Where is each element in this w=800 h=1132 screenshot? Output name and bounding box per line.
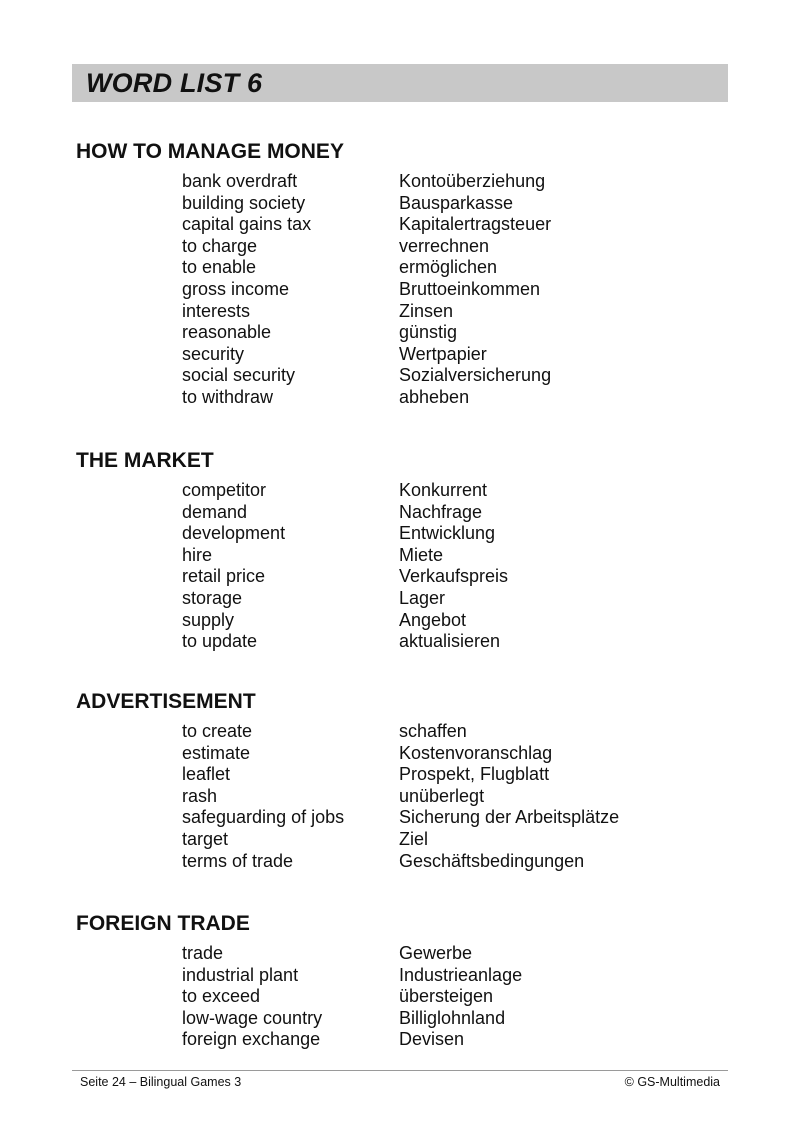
english-term: gross income [182,278,290,299]
list-item [0,301,800,323]
list-item [0,631,800,653]
german-translation: Sozialversicherung [399,365,552,386]
german-translation: abheben [399,386,470,407]
list-item [0,743,800,765]
list-item [0,257,800,279]
german-translation: ermöglichen [399,257,498,278]
list-item [0,829,800,851]
list-item [0,545,800,567]
english-term: to charge [182,235,258,256]
german-translation: günstig [399,322,458,343]
list-item [0,610,800,632]
german-translation: Lager [399,587,446,608]
german-translation: Billiglohnland [399,1007,506,1028]
german-translation: Prospekt, Flugblatt [399,764,550,785]
word-list [0,480,800,653]
german-translation: übersteigen [399,986,494,1007]
german-translation: Kontoüberziehung [399,171,546,191]
german-translation: Sicherung der Arbeitsplätze [399,807,620,828]
german-translation: unüberlegt [399,785,485,806]
title-bar [72,64,728,102]
english-term: reasonable [182,322,272,343]
english-term: to withdraw [182,386,274,407]
english-term: demand [182,501,248,522]
english-term: retail price [182,566,266,587]
list-item [0,344,800,366]
list-item [0,986,800,1008]
german-translation: Industrieanlage [399,964,523,985]
english-term: to enable [182,257,257,278]
german-translation: Verkaufspreis [399,566,509,587]
german-translation: Devisen [399,1029,465,1050]
section-heading: ADVERTISEMENT [76,690,256,713]
english-term: trade [182,943,224,963]
list-item [0,943,800,965]
english-term: leaflet [182,764,231,785]
english-term: competitor [182,480,267,500]
english-term: bank overdraft [182,171,298,191]
english-term: hire [182,544,213,565]
english-term: building society [182,192,306,213]
list-item [0,322,800,344]
english-term: security [182,343,245,364]
list-item [0,236,800,258]
german-translation: Wertpapier [399,343,487,364]
english-term: interests [182,300,251,321]
section-heading: FOREIGN TRADE [76,912,250,935]
german-translation: Ziel [399,828,429,849]
english-term: low-wage country [182,1007,323,1028]
list-item [0,1029,800,1051]
footer-divider [72,1070,728,1071]
list-item [0,502,800,524]
word-list [0,943,800,1051]
english-term: terms of trade [182,850,294,871]
list-item [0,965,800,987]
english-term: target [182,828,229,849]
german-translation: verrechnen [399,235,490,256]
german-translation: Nachfrage [399,501,483,522]
list-item [0,171,800,193]
list-item [0,1008,800,1030]
english-term: industrial plant [182,964,299,985]
list-item [0,279,800,301]
word-list [0,721,800,872]
list-item [0,387,800,409]
page-title: WORD LIST 6 [86,68,263,98]
section-heading: HOW TO MANAGE MONEY [76,140,344,163]
list-item [0,214,800,236]
german-translation: aktualisieren [399,631,501,652]
german-translation: Gewerbe [399,943,473,963]
english-term: estimate [182,742,251,763]
english-term: safeguarding of jobs [182,807,345,828]
german-translation: Bausparkasse [399,192,514,213]
footer-page-info: Seite 24 – Bilingual Games 3 [80,1075,242,1089]
list-item [0,851,800,873]
list-item [0,480,800,502]
english-term: foreign exchange [182,1029,321,1050]
list-item [0,566,800,588]
german-translation: Entwicklung [399,523,496,544]
english-term: to exceed [182,986,261,1007]
list-item [0,721,800,743]
german-translation: Konkurrent [399,480,488,500]
footer-copyright: © GS-Multimedia [624,1075,720,1089]
german-translation: Bruttoeinkommen [399,278,541,299]
section-heading: THE MARKET [76,449,214,472]
german-translation: Kapitalertragsteuer [399,214,552,235]
german-translation: Zinsen [399,300,454,321]
list-item [0,588,800,610]
german-translation: Miete [399,544,444,565]
list-item [0,365,800,387]
german-translation: Geschäftsbedingungen [399,850,585,871]
english-term: social security [182,365,296,386]
english-term: development [182,523,286,544]
english-term: supply [182,609,235,630]
list-item [0,764,800,786]
list-item [0,193,800,215]
german-translation: Angebot [399,609,467,630]
german-translation: Kostenvoranschlag [399,742,553,763]
english-term: storage [182,587,243,608]
english-term: capital gains tax [182,214,312,235]
list-item [0,807,800,829]
list-item [0,523,800,545]
english-term: to create [182,721,253,741]
list-item [0,786,800,808]
german-translation: schaffen [399,721,467,741]
english-term: rash [182,785,218,806]
english-term: to update [182,631,258,652]
word-list [0,171,800,409]
